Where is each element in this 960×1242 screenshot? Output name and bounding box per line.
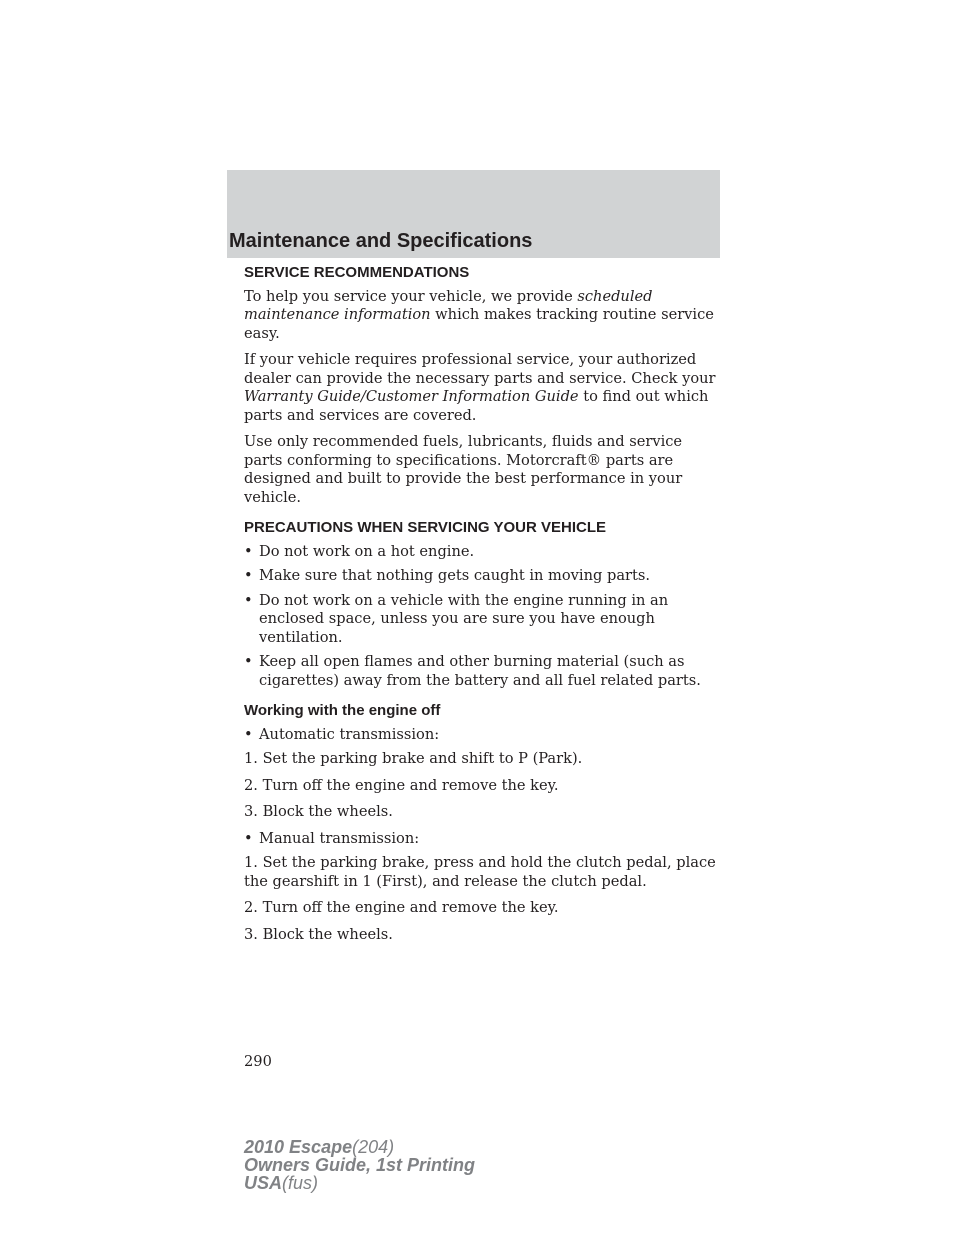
footer-line-model <box>244 1138 475 1156</box>
footer-model-code: (204) <box>352 1137 395 1157</box>
footer-line-market <box>244 1174 475 1192</box>
manual-transmission-item <box>244 830 724 849</box>
precaution-text: Do not work on a vehicle with the engine running in an enclosed space, unless you are sure you have enough ventilation. <box>259 591 669 646</box>
precaution-text: Do not work on a hot engine. <box>259 542 475 560</box>
step-item: 2. Turn off the engine and remove the key. <box>244 776 559 794</box>
footer-market-code: (fus) <box>282 1173 319 1193</box>
precaution-item <box>244 653 724 690</box>
automatic-transmission-item <box>244 726 724 745</box>
precaution-text: Make sure that nothing gets caught in moving parts. <box>259 567 650 584</box>
footer-line-printing: Owners Guide, 1st Printing <box>244 1155 476 1175</box>
precaution-item <box>244 567 724 586</box>
text-run: to find out which parts and services are covered. <box>244 388 709 424</box>
precautions-heading: PRECAUTIONS WHEN SERVICING YOUR VEHICLE <box>244 519 606 536</box>
precaution-text: Keep all open flames and other burning material (such as cigarettes) away from the battery and all fuel related parts. <box>259 653 701 689</box>
page-number: 290 <box>244 1053 272 1070</box>
footer-model: 2010 Escape <box>244 1137 353 1157</box>
service-paragraph-3: Use only recommended fuels, lubricants, fluids and service parts conforming to specifications. Motorcraft® parts are designed and built to provide the best performance in your vehicle. <box>244 433 683 506</box>
step-item: 3. Block the wheels. <box>244 925 393 943</box>
bullet-icon: • <box>244 725 253 743</box>
section-title: Maintenance and Specifications <box>229 230 533 252</box>
automatic-label: Automatic transmission: <box>259 725 440 743</box>
italic-reference: scheduled maintenance information <box>244 287 653 323</box>
text-run: If your vehicle requires professional service, your authorized dealer can provide the necessary parts and service. Check your <box>244 351 716 387</box>
service-paragraph-2 <box>244 351 724 425</box>
bullet-icon: • <box>244 591 253 609</box>
precaution-item <box>244 592 724 648</box>
bullet-icon: • <box>244 542 253 560</box>
text-run: which makes tracking routine service easy. <box>244 306 714 342</box>
bullet-icon: • <box>244 567 253 584</box>
manual-label: Manual transmission: <box>259 829 420 847</box>
page-content <box>244 264 724 952</box>
step-item: 1. Set the parking brake and shift to P (Park). <box>244 750 583 767</box>
bullet-icon: • <box>244 653 253 670</box>
engine-off-heading: Working with the engine off <box>244 702 441 719</box>
step-item: 3. Block the wheels. <box>244 803 393 820</box>
italic-reference: Warranty Guide/Customer Information Guide <box>244 388 579 405</box>
step-item: 2. Turn off the engine and remove the key. <box>244 899 559 916</box>
precaution-item <box>244 543 724 562</box>
service-recommendations-heading: SERVICE RECOMMENDATIONS <box>244 264 470 281</box>
print-footer <box>244 1138 475 1192</box>
step-item: 1. Set the parking brake, press and hold the clutch pedal, place the gearshift in 1 (First), and release the clutch pedal. <box>244 854 716 890</box>
footer-market: USA <box>244 1173 283 1193</box>
bullet-icon: • <box>244 829 253 847</box>
text-run: To help you service your vehicle, we provide <box>244 287 578 305</box>
service-paragraph-1 <box>244 288 724 344</box>
